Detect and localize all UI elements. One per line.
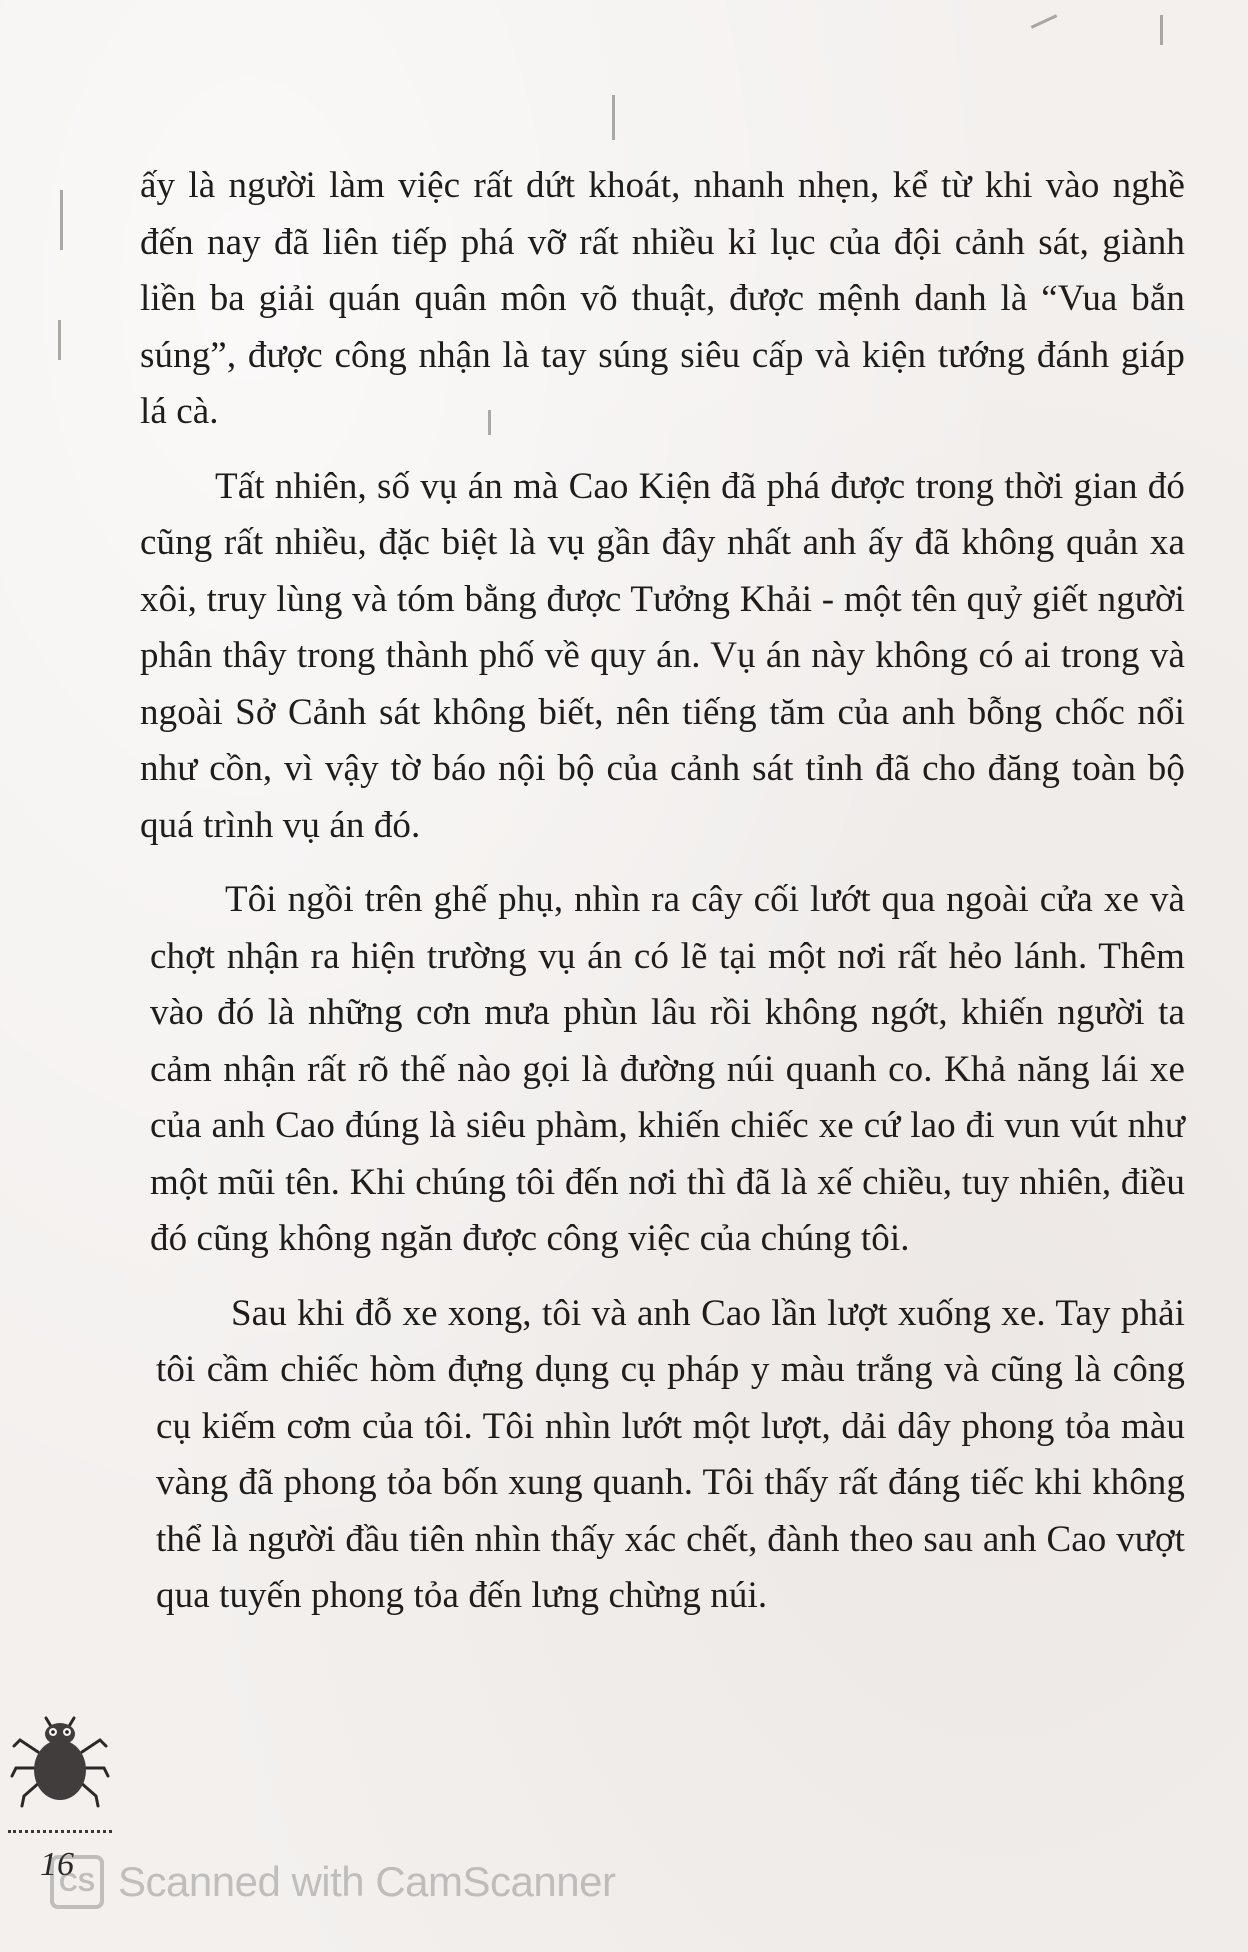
watermark-text: Scanned with CamScanner (118, 1858, 616, 1905)
paragraph: Tôi ngồi trên ghế phụ, nhìn ra cây cối lướt qua ngoài cửa xe và chợt nhận ra hiện trường vụ án có lẽ tại một nơi rất hẻo lánh. Thêm vào đó là những cơn mưa phùn lâu rồi không ngớt, khiến người ta cảm nhận rất rõ thế nào gọi là đường núi quanh co. Khả năng lái xe của anh Cao đúng là siêu phàm, khiến chiếc xe cứ lao đi vun vút như một mũi tên. Khi chúng tôi đến nơi thì đã là xế chiều, tuy nhiên, điều đó cũng không ngăn được công việc của chúng tôi. (150, 879, 1185, 1259)
camscanner-logo-icon: CS (50, 1855, 104, 1909)
page-number: 16 (40, 1846, 74, 1883)
paragraph: ấy là người làm việc rất dứt khoát, nhanh nhẹn, kể từ khi vào nghề đến nay đã liên tiếp phá vỡ rất nhiều kỉ lục của đội cảnh sát, giành liền ba giải quán quân môn võ thuật, được mệnh danh là “Vua bắn súng”, được công nhận là tay súng siêu cấp và kiện tướng đánh giáp lá cà. (140, 165, 1185, 432)
body-text (140, 158, 1185, 1643)
scan-artifact (612, 95, 615, 140)
camscanner-watermark (50, 1852, 615, 1912)
paragraph: Sau khi đỗ xe xong, tôi và anh Cao lần lượt xuống xe. Tay phải tôi cầm chiếc hòm đựng dụng cụ pháp y màu trắng và cũng là công cụ kiếm cơm của tôi. Tôi nhìn lướt một lượt, dải dây phong tỏa màu vàng đã phong tỏa bốn xung quanh. Tôi thấy rất đáng tiếc khi không thể là người đầu tiên nhìn thấy xác chết, đành theo sau anh Cao vượt qua tuyến phong tỏa đến lưng chừng núi. (156, 1292, 1185, 1616)
scan-artifact (1160, 15, 1163, 45)
scan-artifact (60, 190, 63, 250)
scan-artifact (58, 320, 61, 360)
footer-divider (8, 1830, 112, 1833)
beetle-icon (8, 1712, 112, 1812)
paragraph: Tất nhiên, số vụ án mà Cao Kiện đã phá được trong thời gian đó cũng rất nhiều, đặc biệt là vụ gần đây nhất anh ấy đã không quản xa xôi, truy lùng và tóm bằng được Tưởng Khải - một tên quỷ giết người phân thây trong thành phố về quy án. Vụ án này không có ai trong và ngoài Sở Cảnh sát không biết, nên tiếng tăm của anh bỗng chốc nổi như cồn, vì vậy tờ báo nội bộ của cảnh sát tỉnh đã cho đăng toàn bộ quá trình vụ án đó. (140, 465, 1185, 846)
scan-artifact (1031, 14, 1058, 29)
